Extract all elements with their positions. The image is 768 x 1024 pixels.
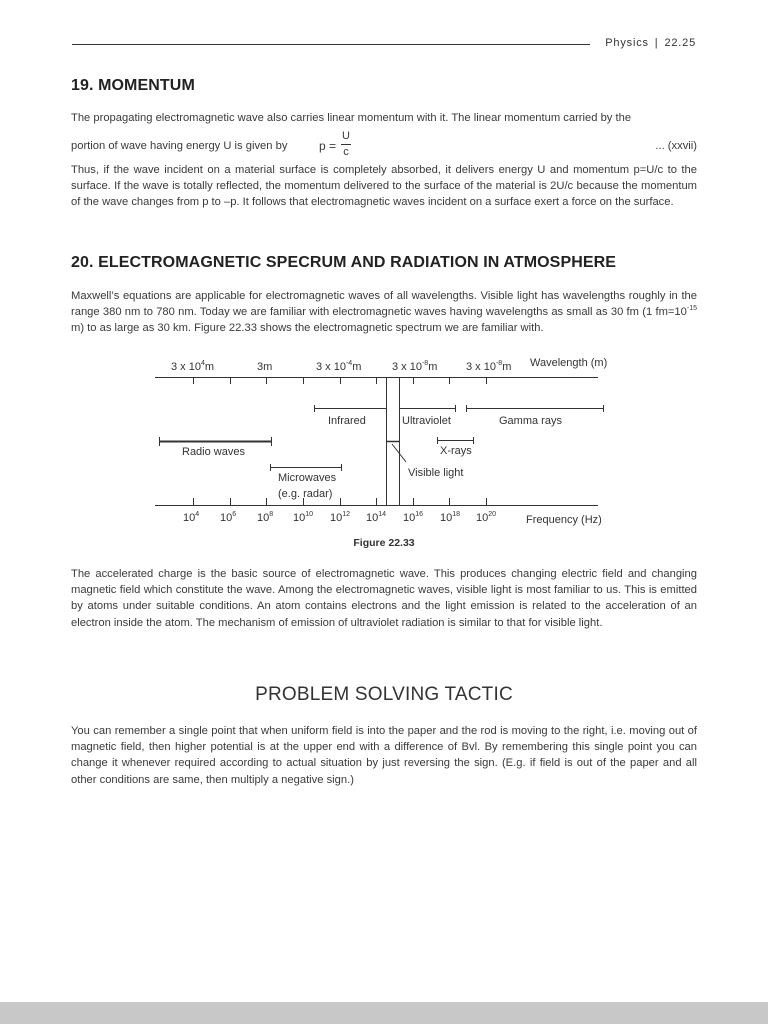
microwaves-label: Microwaves [278,472,337,484]
ultraviolet-range [400,405,456,412]
header-rule [72,44,590,45]
infrared-range [314,405,386,412]
section-19-heading: 19. MOMENTUM [71,77,195,94]
equation-number: ... (xxvii) [655,140,697,152]
tactic-body [71,723,697,788]
radio-waves-range [159,437,272,446]
frequency-tick-label: $10^8$ [257,511,274,524]
frequency-axis-label: Frequency (Hz) [526,514,602,526]
microwaves-range [270,464,342,471]
ultraviolet-label: Ultraviolet [402,415,451,427]
section-19-body [71,162,697,211]
visible-light-label: Visible light [408,467,464,479]
infrared-label: Infrared [328,415,366,427]
section-20-heading: 20. ELECTROMAGNETIC SPECRUM AND RADIATION IN ATMOSPHERE [71,254,617,271]
frequency-tick-label: $10^{20}$ [476,511,497,524]
x-rays-range [437,437,474,444]
equation-lead-text: portion of wave having energy U is given by [71,140,288,152]
wavelength-axis-label: Wavelength (m) [530,357,608,369]
wavelength-tick-label: 3 x $10^{-4}m$ [316,360,362,373]
momentum-equation [71,130,697,164]
frequency-tick-label: $10^{18}$ [440,511,461,524]
section-20-p1-text-b: m) to as large as 30 km. Figure 22.33 shows the electromagnetic spectrum we are familiar with. [71,322,544,335]
header-separator: | [654,37,659,49]
equation-fraction [341,130,351,159]
frequency-tick-label: $10^6$ [220,511,237,524]
visible-light-marker [386,442,406,463]
radio-waves-label: Radio waves [182,446,245,458]
frequency-tick-label: $10^4$ [183,511,200,524]
section-19-intro [71,110,697,126]
fraction-numerator: U [342,130,350,142]
header-subject: Physics [605,37,649,49]
footer-bar [0,1002,768,1024]
tactic-body-text: You can remember a single point that when uniform field is into the paper and the rod is moving to the right, i.e. moving out of magnetic field, then higher potential is at the upper end with a difference of Bvl. By remembering this single point you can change it whenever required according to actual situation by just reversing the sign. (E.g. if field is out of the paper and all other conditions are same, then multiply a negative sign.) [71,725,697,786]
em-spectrum-diagram [0,350,768,540]
frequency-tick-label: $10^{16}$ [403,511,424,524]
section-20-paragraph-1 [71,288,697,337]
section-20-paragraph-2 [71,566,697,631]
wavelength-tick-label: 3 x $10^{-8}m$ [466,360,512,373]
running-header [605,37,696,49]
wavelength-tick-label: 3 x $10^4m$ [171,360,215,373]
section-20-p1-text-a: Maxwell’s equations are applicable for electromagnetic waves of all wavelengths. Visible light has wavelengths roughly in the range 380 nm to 780 nm. Today we are familiar with electromagnetic waves having wavelengths as small as 30 fm (1 fm=10 [71,290,697,319]
em-spectrum-figure [0,350,768,540]
equation-lhs: p = [319,139,337,153]
gamma-rays-label: Gamma rays [499,415,562,427]
tactic-heading: PROBLEM SOLVING TACTIC [255,684,513,705]
section-19-intro-text: The propagating electromagnetic wave also carries linear momentum with it. The linear momentum carried by the [71,112,632,124]
wavelength-tick-label: 3 x $10^{-8}m$ [392,360,438,373]
frequency-tick-label: $10^{14}$ [366,511,387,524]
header-page-number: 22.25 [664,37,696,49]
gamma-rays-range [466,405,604,412]
x-rays-label: X-rays [440,445,472,457]
fraction-bar [341,144,351,145]
figure-caption: Figure 22.33 [353,537,415,549]
wavelength-tick-label: 3m [257,361,273,373]
microwaves-note: (e.g. radar) [278,488,333,500]
fraction-denominator: c [343,146,349,158]
frequency-tick-label: $10^{10}$ [293,511,314,524]
section-19-body-text: Thus, if the wave incident on a material surface is completely absorbed, it delivers energy U and momentum p=U/c to the surface. If the wave is totally reflected, the momentum delivered to the surface of the material is 2U/c because the momentum of the wave changes from p to –p. It follows that electromagnetic waves incident on a surface exert a force on the surface. [71,164,697,209]
frequency-tick-label: $10^{12}$ [330,511,351,524]
section-20-p1-exponent: -15 [686,305,697,313]
section-20-p2-text: The accelerated charge is the basic source of electromagnetic wave. This produces changing electric field and changing magnetic field which constitute the wave. Among the electromagnetic waves, visible light is most familiar to us. This is emitted by atoms under suitable conditions. An atom contains electrons and the light emission is related to the acceleration of an electron inside the atom. The mechanism of emission of ultraviolet radiation is similar to that for visible light. [71,568,697,629]
